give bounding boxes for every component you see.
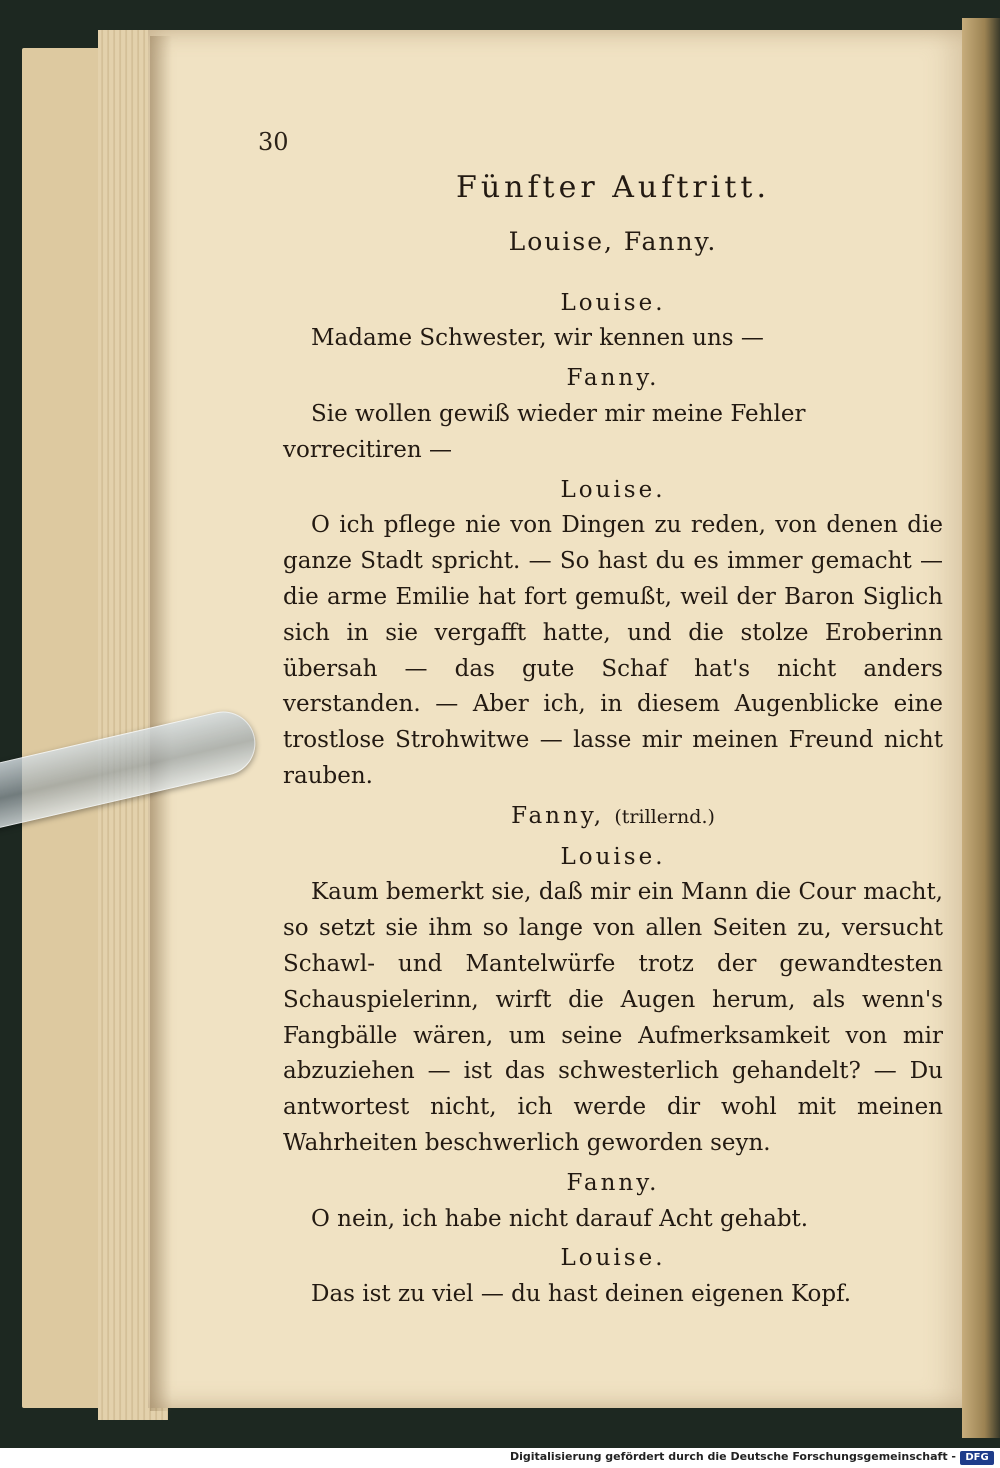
speaker-with-direction xyxy=(283,799,943,836)
speaker-name: Louise. xyxy=(560,1245,666,1272)
cast-list: Louise, Fanny. xyxy=(508,226,718,256)
speaker-name: Louise. xyxy=(560,476,666,503)
scene-title: Fünfter Auftritt. xyxy=(456,170,770,205)
speaker-name: Fanny. xyxy=(566,1169,660,1196)
speaker-name: Louise. xyxy=(560,843,666,870)
page-right-edge xyxy=(962,18,1000,1438)
speech-text: Sie wollen gewiß wieder mir meine Fehler vorrecitiren — xyxy=(283,400,806,463)
speech-text: Das ist zu viel — du hast deinen eigenen Kopf. xyxy=(311,1281,852,1308)
speech-text: O nein, ich habe nicht darauf Acht gehabt. xyxy=(311,1205,809,1232)
stage-direction: (trillernd.) xyxy=(614,805,715,828)
speaker-name: Fanny. xyxy=(566,365,660,392)
speaker-name: Louise. xyxy=(560,289,666,316)
page-text xyxy=(283,160,943,1313)
page-number: 30 xyxy=(258,128,289,156)
speaker-name: Fanny, xyxy=(511,802,605,829)
dfg-logo: DFG xyxy=(960,1451,994,1465)
speech-text: O ich pflege nie von Dingen zu reden, von denen die ganze Stadt spricht. — So hast du es immer gemacht — die arme Emilie hat fort gemußt, weil der Baron Siglich sich in sie vergafft hatte, und die stolze Eroberinn übersah — das gute Schaf hat's nicht anders verstanden. — Aber ich, in diesem Augenblicke eine trostlose Strohwitwe — lasse mir meinen Freund nicht rauben. xyxy=(283,512,943,789)
funding-note: Digitalisierung gefördert durch die Deutsche Forschungsgemeinschaft - xyxy=(509,1450,956,1463)
speech-text: Kaum bemerkt sie, daß mir ein Mann die Cour macht, so setzt sie ihm so lange von allen Seiten zu, versucht Schawl- und Mantelwürfe trotz der gewandtesten Schauspielerinn, wirft die Augen herum, als wenn's Fangbälle wären, um seine Aufmerksamkeit von mir abzuziehen — ist das schwesterlich gehandelt? — Du antwortest nicht, ich werde dir wohl mit meinen Wahrheiten beschwerlich geworden seyn. xyxy=(283,879,943,1156)
speech-text: Madame Schwester, wir kennen uns — xyxy=(311,325,764,352)
footer-bar xyxy=(0,1448,1000,1468)
